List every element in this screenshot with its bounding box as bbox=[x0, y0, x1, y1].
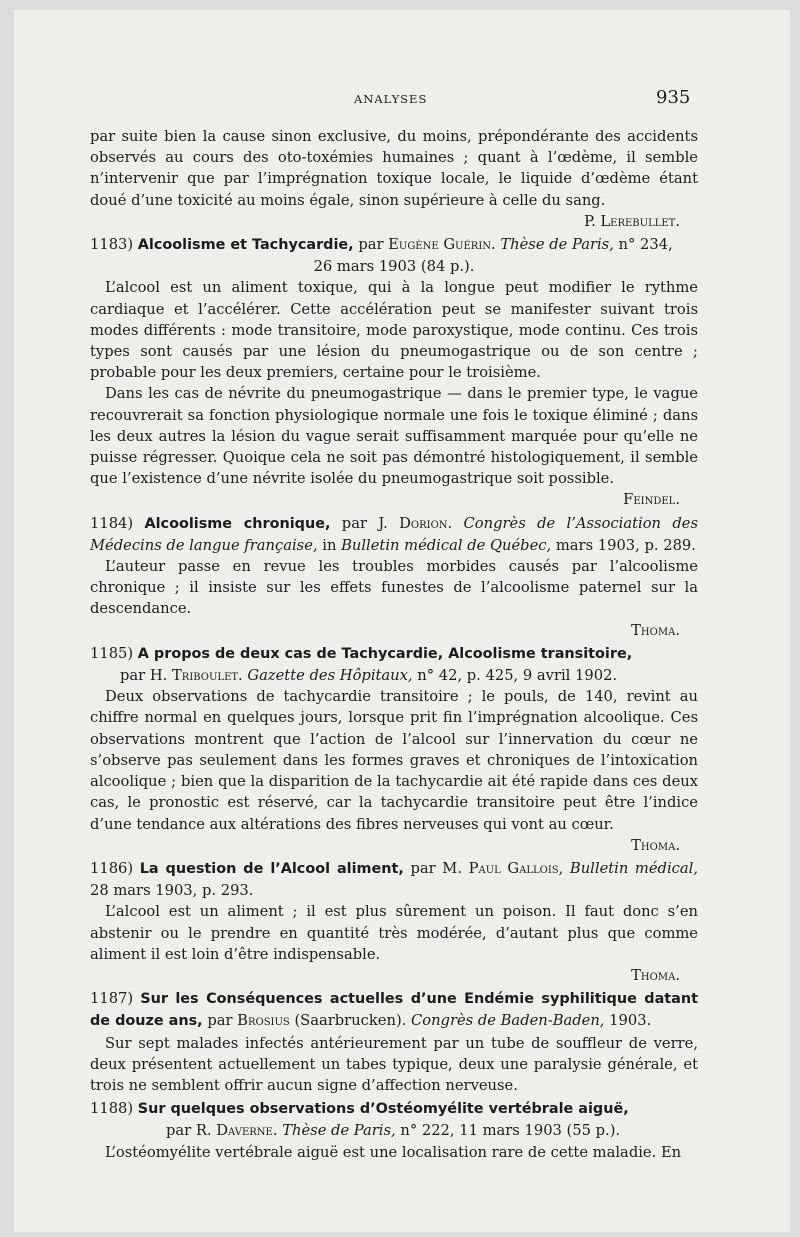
running-title: ANALYSES bbox=[354, 92, 428, 106]
entry-byline bbox=[90, 1120, 698, 1141]
entry-title: Sur quelques observations d’Ostéomyélite vertébrale aiguë, bbox=[137, 1101, 629, 1118]
entry-number: 1186) bbox=[90, 859, 134, 877]
entry-source: Gazette des Hôpitaux, bbox=[247, 667, 413, 685]
scanned-page bbox=[14, 10, 790, 1232]
entry-title: Alcoolisme chronique, bbox=[144, 515, 331, 532]
entry-number: 1184) bbox=[90, 514, 134, 532]
entry-number: 1188) bbox=[90, 1100, 134, 1118]
entry-signature: Thoma. bbox=[631, 621, 680, 639]
entry-details: 28 mars 1903, p. 293. bbox=[90, 882, 254, 900]
entry-title: Alcoolisme et Tachycardie, bbox=[137, 237, 354, 254]
entry-by: par J. bbox=[341, 514, 388, 532]
entry-by: par bbox=[358, 236, 384, 254]
entry-details: n° 234, bbox=[618, 236, 673, 254]
entry-by: par H. bbox=[120, 667, 168, 685]
entry-details: in bbox=[322, 536, 337, 554]
intro-signature: P. Lerebullet. bbox=[584, 212, 680, 230]
entry-number: 1187) bbox=[90, 990, 134, 1008]
entry-by: par M. bbox=[410, 859, 463, 877]
entry-author: Brosius bbox=[237, 1012, 290, 1030]
entry-heading bbox=[90, 643, 698, 686]
entry-heading bbox=[90, 1098, 698, 1141]
entry-details: n° 42, p. 425, 9 avril 1902. bbox=[417, 667, 618, 685]
entry-source: Bulletin médical, bbox=[569, 859, 698, 877]
page-header bbox=[14, 87, 790, 112]
page-number: 935 bbox=[656, 87, 691, 108]
entry-source: Thèse de Paris, bbox=[282, 1122, 396, 1140]
entry-paragraph: L’ostéomyélite vertébrale aiguë est une localisation rare de cette maladie. En bbox=[105, 1143, 682, 1161]
entry-heading bbox=[90, 858, 698, 901]
entry-author: Daverne. bbox=[216, 1122, 278, 1140]
entry-title: Sur les Conséquences actuelles d’une Endémie syphilitique datant de douze ans, bbox=[90, 991, 698, 1030]
entry-heading bbox=[90, 513, 698, 556]
entry-source: Thèse de Paris, bbox=[500, 236, 614, 254]
entry-source-2: Bulletin médical de Québec, bbox=[341, 536, 552, 554]
entry-details: n° 222, 11 mars 1903 (55 p.). bbox=[400, 1122, 621, 1140]
entry-details-2: mars 1903, p. 289. bbox=[555, 536, 696, 554]
entry-paragraph: L’alcool est un aliment toxique, qui à la longue peut modifier le rythme cardiaque et l’accélérer. Cette accélération peut se manifester suivant trois modes différents : mode transitoire, mode paroxystique, mode continu. Ces trois types sont causés par une lésion du pneumogastrique ou de son centre ; probable pour les deux premiers, certaine pour le troisième. bbox=[90, 279, 698, 382]
entry-details-2: 26 mars 1903 (84 p.). bbox=[313, 258, 475, 276]
entry-author: Triboulet. bbox=[172, 667, 243, 685]
entry-paragraph: Dans les cas de névrite du pneumogastrique — dans le premier type, le vague recouvrerait sa fonction physiologique normale une fois le toxique éliminé ; dans les deux autres la lésion du vague serait suffisamment marquée pour qu’elle ne puisse régresser. Quoique cela ne soit pas démontré histologiquement, il semble que l’existence d’une névrite isolée du pneumogastrique soit possible. bbox=[90, 385, 698, 488]
entry-details: (Saarbrucken). bbox=[294, 1012, 407, 1030]
entry-paragraph: L’auteur passe en revue les troubles morbides causés par l’alcoolisme chronique ; il insiste sur les effets funestes de l’alcoolisme paternel sur la descendance. bbox=[90, 558, 698, 618]
entry-title: A propos de deux cas de Tachycardie, Alcoolisme transitoire, bbox=[137, 645, 633, 662]
entry-author: Paul Gallois, bbox=[468, 859, 564, 877]
entry-author: Dorion. bbox=[399, 514, 453, 532]
entry-paragraph: Deux observations de tachycardie transitoire ; le pouls, de 140, revint au chiffre normal en quelques jours, lorsque prit fin l’imprégnation alcoolique. Ces observations montrent que l’action de l’alcool sur l’innervation du cœur ne s’observe pas seulement dans les formes graves et chroniques de l’intoxication alcoolique ; bien que la disparition de la tachycardie ait été rapide dans ces deux cas, le pronostic est réservé, car la tachycardie transitoire peut être l’indice d’une tendance aux altérations des fibres nerveuses qui vont au cœur. bbox=[90, 688, 698, 833]
entry-by: par bbox=[207, 1012, 233, 1030]
entry-signature: Thoma. bbox=[631, 966, 680, 984]
intro-paragraph: par suite bien la cause sinon exclusive, du moins, prépondérante des accidents observés au cours des oto-toxémies humaines ; quant à l’œdème, il semble n’intervenir que par l’imprégnation toxique locale, le liquide d’œdème étant doué d’une toxicité au moins égale, sinon supérieure à celle du sang. bbox=[90, 128, 698, 209]
entry-title: La question de l’Alcool aliment, bbox=[139, 860, 404, 877]
entry-paragraph: L’alcool est un aliment ; il est plus sûrement un poison. Il faut donc s’en abstenir ou le prendre en quantité très modérée, d’autant plus que comme aliment il est loin d’être indispensable. bbox=[90, 903, 698, 963]
entry-source: Congrès de Baden-Baden, bbox=[411, 1012, 605, 1030]
entry-number: 1183) bbox=[90, 236, 134, 254]
entry-paragraph: Sur sept malades infectés antérieurement par un tube de souffleur de verre, deux présentent actuellement un tabes typique, deux une paralysie générale, et trois ne semblent offrir aucun signe d’affection nerveuse. bbox=[90, 1034, 698, 1094]
entry-source: Congrès de l’Association des Médecins de langue française, bbox=[90, 514, 699, 554]
entry-signature: Feindel. bbox=[623, 491, 680, 509]
entry-author: Eugène Guérin. bbox=[388, 236, 496, 254]
text-block bbox=[90, 126, 698, 1163]
entry-number: 1185) bbox=[90, 644, 134, 662]
entry-by: par R. bbox=[166, 1122, 212, 1140]
entry-byline bbox=[90, 665, 698, 686]
entry-signature: Thoma. bbox=[631, 836, 680, 854]
entry-details-2: 1903. bbox=[609, 1012, 652, 1030]
entry-heading bbox=[90, 234, 698, 277]
entry-heading bbox=[90, 988, 698, 1032]
